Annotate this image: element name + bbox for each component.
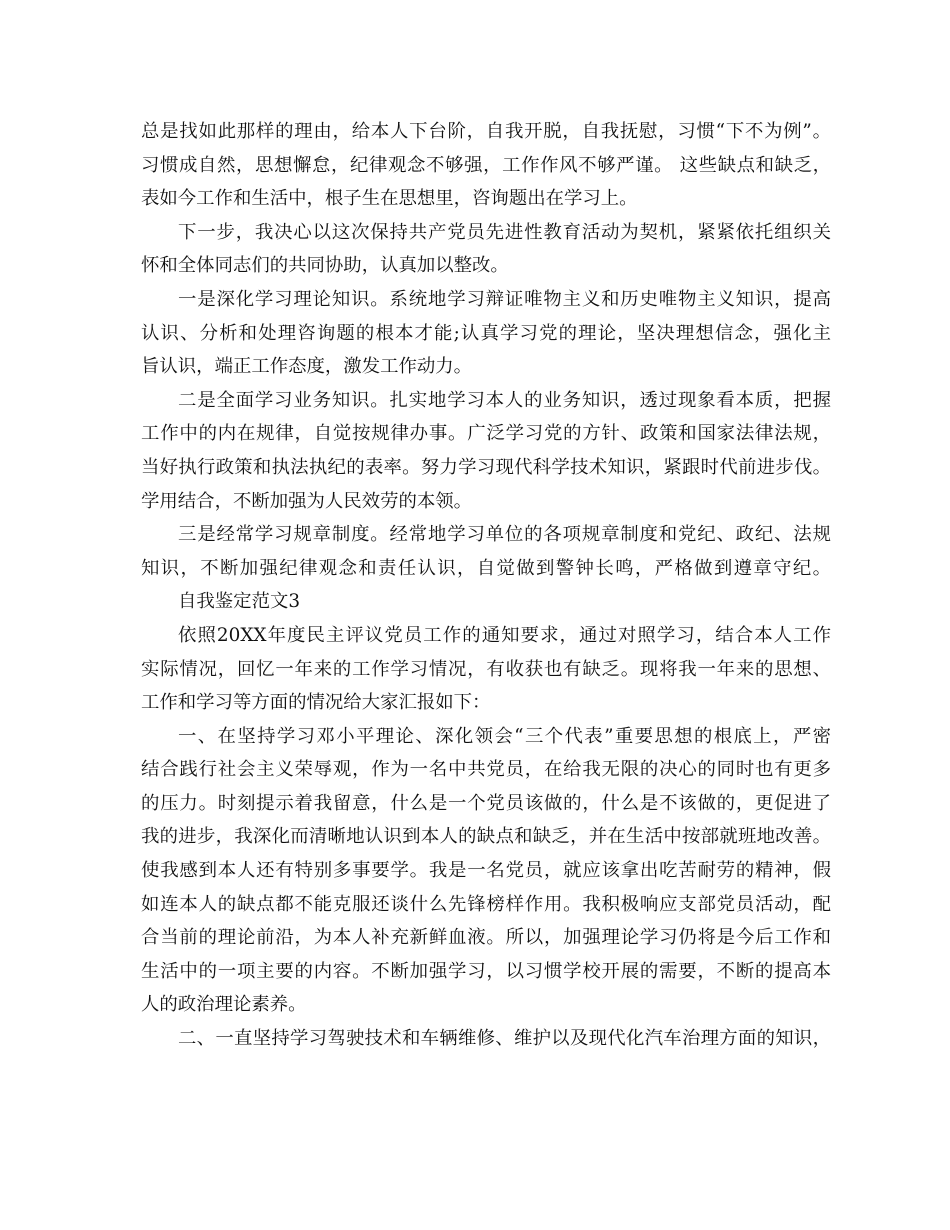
text-line: 的压力。时刻提示着我留意，什么是一个党员该做的，什么是不该做的，更促进了 (141, 792, 831, 814)
text-line: 工作和学习等方面的情况给大家汇报如下： (141, 692, 491, 714)
text-line: 如连本人的缺点都不能克服还谈什么先锋榜样作用。我积极响应支部党员活动，配 (141, 893, 831, 915)
text-line: 依照20XX年度民主评议党员工作的通知要求，通过对照学习，结合本人工作 (178, 624, 831, 646)
text-line: 表如今工作和生活中，根子生在思想里，咨询题出在学习上。 (141, 188, 638, 210)
text-line: 下一步，我决心以这次保持共产党员先进性教育活动为契机，紧紧依托组织关 (178, 221, 831, 243)
text-line: 生活中的一项主要的内容。不断加强学习，以习惯学校开展的需要，不断的提高本 (141, 960, 831, 982)
text-line: 旨认识，端正工作态度，激发工作动力。 (141, 356, 473, 378)
text-line: 结合践行社会主义荣辱观，作为一名中共党员，在给我无限的决心的同时也有更多 (141, 759, 831, 781)
text-line: 总是找如此那样的理由，给本人下台阶，自我开脱，自我抚慰，习惯“下不为例”。 (141, 121, 831, 142)
text-line: 习惯成自然，思想懈怠，纪律观念不够强，工作作风不够严谨。 这些缺点和缺乏， (141, 154, 831, 176)
text-line: 我的进步，我深化而清晰地认识到本人的缺点和缺乏，并在生活中按部就班地改善。 (141, 826, 831, 848)
text-line: 二是全面学习业务知识。扎实地学习本人的业务知识，透过现象看本质，把握 (178, 389, 831, 411)
text-line: 怀和全体同志们的共同协助，认真加以整改。 (141, 255, 509, 277)
text-line: 合当前的理论前沿，为本人补充新鲜血液。所以，加强理论学习仍将是今后工作和 (141, 927, 831, 949)
document-body (141, 115, 831, 1056)
text-line: 工作中的内在规律，自觉按规律办事。广泛学习党的方针、政策和国家法律法规， (141, 423, 831, 445)
text-line: 一是深化学习理论知识。系统地学习辩证唯物主义和历史唯物主义知识，提高 (178, 288, 831, 310)
text-line: 当好执行政策和执法执纪的表率。努力学习现代科学技术知识，紧跟时代前进步伐。 (141, 456, 831, 478)
text-line: 三是经常学习规章制度。经常地学习单位的各项规章制度和党纪、政纪、法规 (178, 524, 831, 546)
section-heading: 自我鉴定范文3 (178, 591, 301, 613)
text-line: 学用结合，不断加强为人民效劳的本领。 (141, 490, 473, 512)
text-line: 人的政治理论素养。 (141, 994, 307, 1016)
text-line: 知识，不断加强纪律观念和责任认识，自觉做到警钟长鸣，严格做到遵章守纪。 (141, 557, 831, 579)
text-line: 使我感到本人还有特别多事要学。我是一名党员，就应该拿出吃苦耐劳的精神，假 (141, 860, 831, 882)
text-line: 认识、分析和处理咨询题的根本才能;认真学习党的理论，坚决理想信念，强化主 (141, 322, 831, 344)
text-line: 二、一直坚持学习驾驶技术和车辆维修、维护以及现代化汽车治理方面的知识， (178, 1028, 831, 1050)
text-line: 一、在坚持学习邓小平理论、深化领会“三个代表”重要思想的根底上，严密 (178, 725, 831, 747)
text-line: 实际情况，回忆一年来的工作学习情况，有收获也有缺乏。现将我一年来的思想、 (141, 658, 831, 680)
